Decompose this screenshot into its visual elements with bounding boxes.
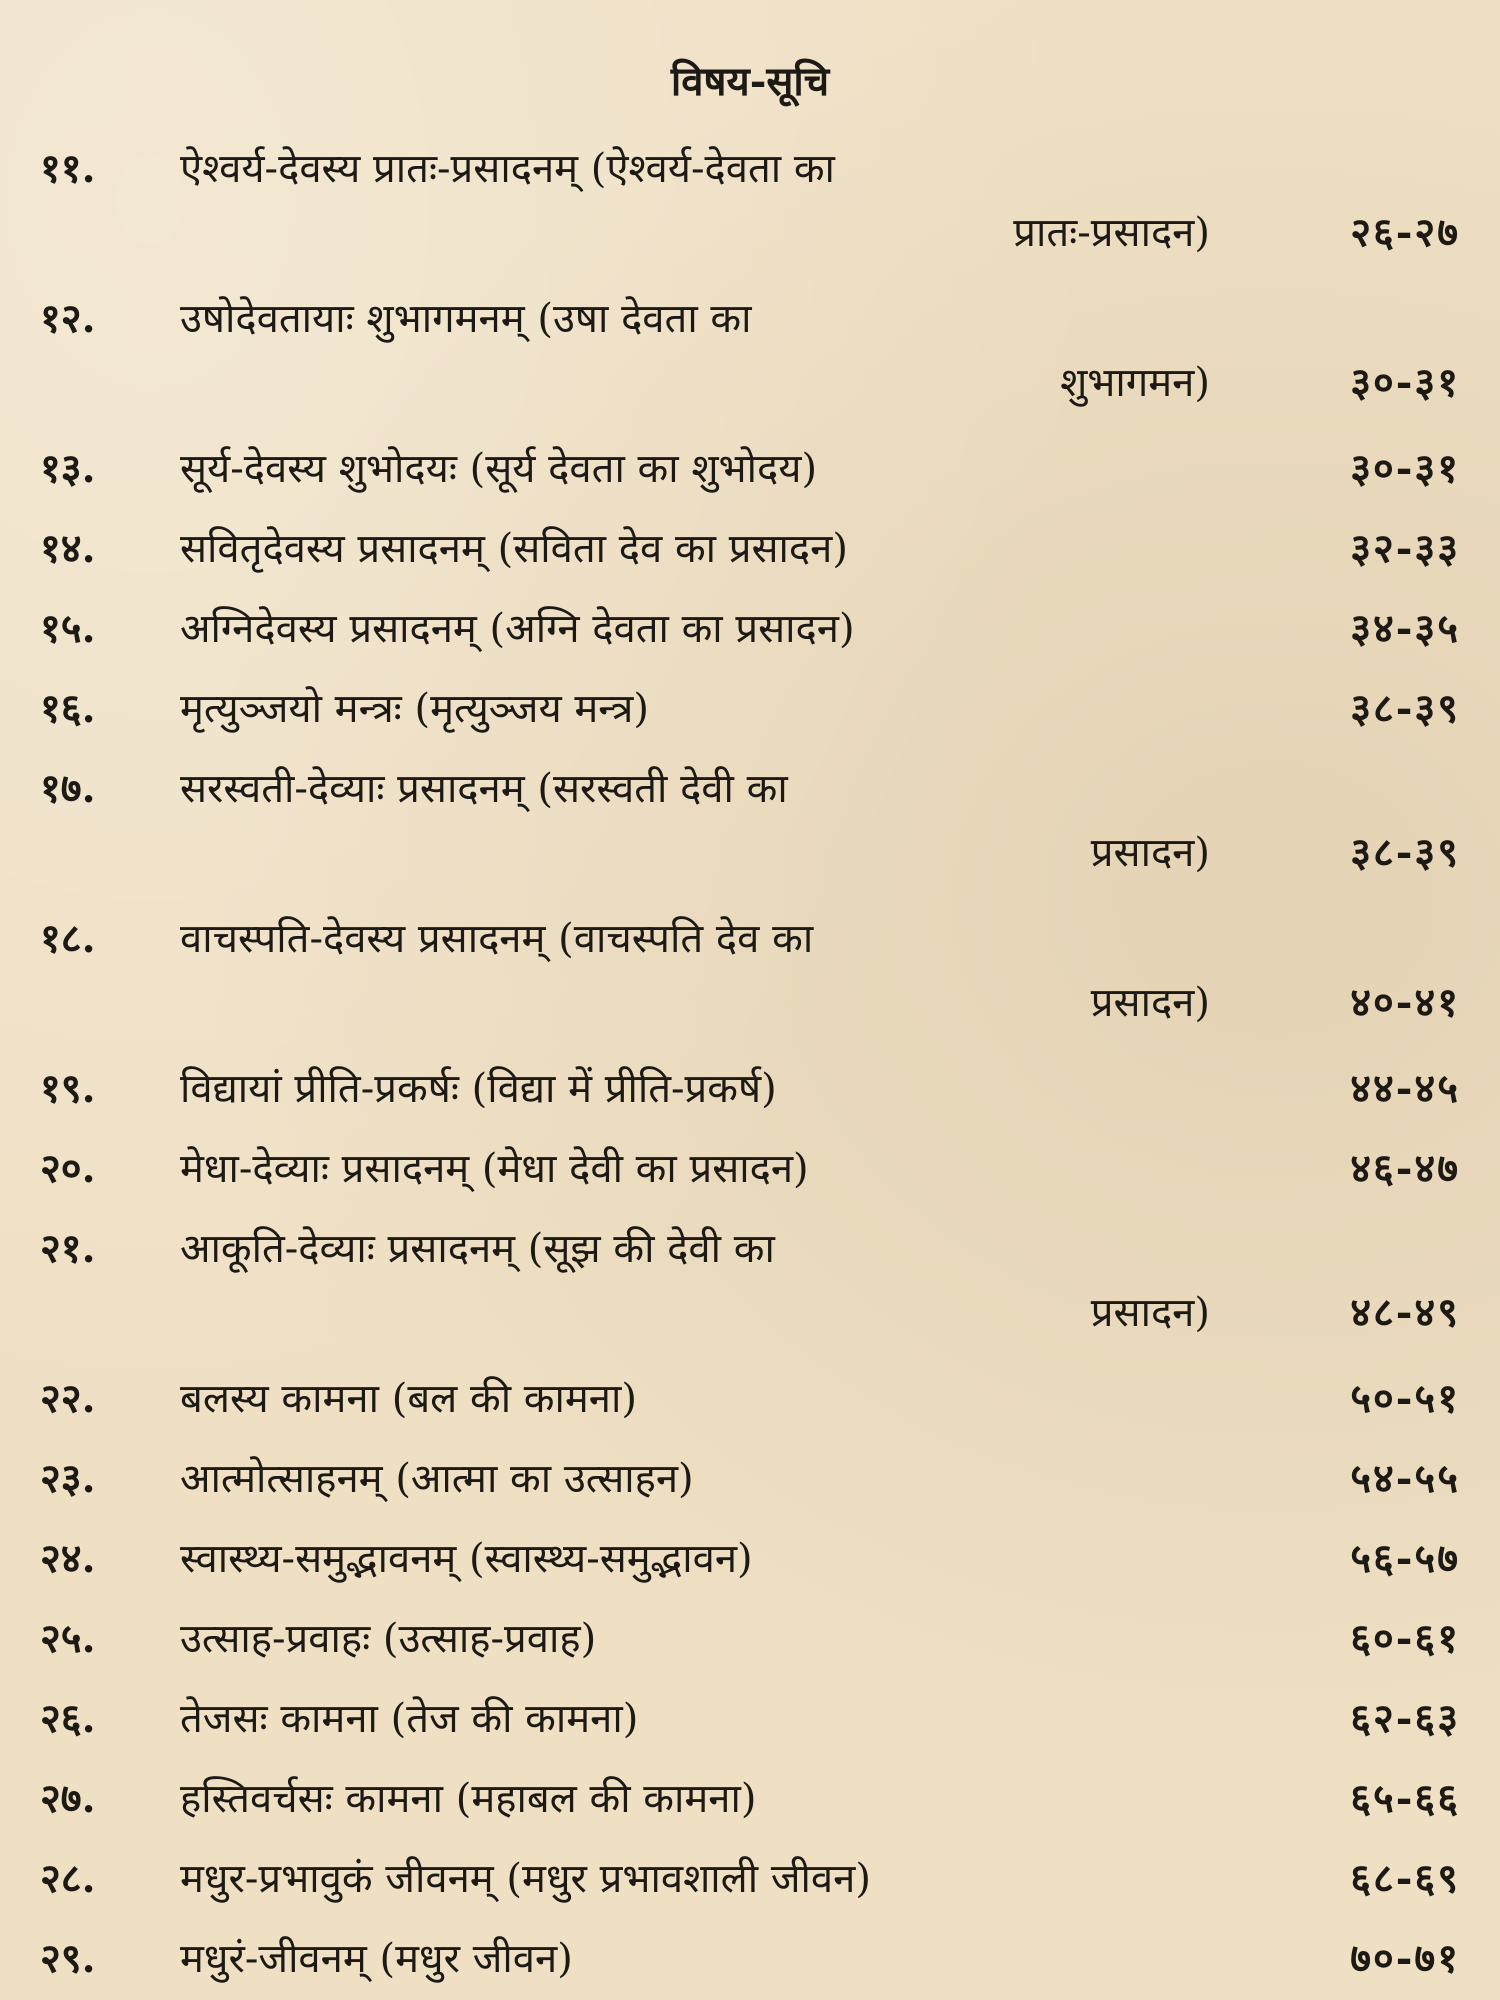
toc-entry [40,1767,1460,1831]
entry-number: १५. [40,605,96,652]
toc-entry [40,287,1460,415]
entry-page-range: ३८-३९ [1350,829,1460,876]
toc-entry [40,437,1460,501]
entry-number: १८. [40,915,96,962]
entry-title-continued: प्रसादन) [1090,830,1210,876]
toc-entry [40,1057,1460,1121]
toc-entry [40,1367,1460,1431]
entry-title-continued: प्रसादन) [1090,1290,1210,1336]
entry-number: २५. [40,1615,96,1662]
toc-entry [40,597,1460,661]
toc-entry [40,1527,1460,1591]
entry-page-range: ४०-४१ [1350,979,1460,1026]
entry-number: २८. [40,1855,96,1902]
entry-number: १९. [40,1065,96,1112]
entry-title: वाचस्पति-देवस्य प्रसादनम् (वाचस्पति देव का [180,916,814,962]
entry-page-range: ६०-६१ [1350,1615,1460,1662]
entry-title: सूर्य-देवस्य शुभोदयः (सूर्य देवता का शुभोदय) [180,446,818,492]
toc-entry [40,137,1460,265]
entry-title-continued: शुभागमन) [1060,360,1210,406]
entry-title: हस्तिवर्चसः कामना (महाबल की कामना) [180,1776,757,1822]
entry-page-range: ५०-५१ [1350,1375,1460,1422]
entry-title: बलस्य कामना (बल की कामना) [180,1376,637,1422]
entry-page-range: ६५-६६ [1350,1775,1460,1822]
toc-entry [40,1447,1460,1511]
entry-title: मेधा-देव्याः प्रसादनम् (मेधा देवी का प्रसादन) [180,1146,809,1192]
entry-number: १४. [40,525,96,572]
entry-title: आकूति-देव्याः प्रसादनम् (सूझ की देवी का [180,1226,775,1272]
entry-page-range: ७०-७१ [1350,1935,1460,1982]
entry-number: २१. [40,1225,96,1272]
entry-title: मधुर-प्रभावुकं जीवनम् (मधुर प्रभावशाली जीवन) [180,1856,871,1902]
toc-entry [40,1217,1460,1345]
entry-page-range: ३०-३१ [1350,445,1460,492]
entry-page-range: ४८-४९ [1350,1289,1460,1336]
table-of-contents [40,137,1460,1991]
entry-number: ११. [40,145,96,192]
toc-entry [40,1927,1460,1991]
entry-number: २२. [40,1375,96,1422]
entry-page-range: ४४-४५ [1350,1065,1460,1112]
entry-title: उषोदेवतायाः शुभागमनम् (उषा देवता का [180,296,752,342]
entry-page-range: ५४-५५ [1350,1455,1460,1502]
entry-title: अग्निदेवस्य प्रसादनम् (अग्नि देवता का प्रसादन) [180,606,855,652]
entry-number: १६. [40,685,96,732]
entry-title: आत्मोत्साहनम् (आत्मा का उत्साहन) [180,1456,694,1502]
page-title: विषय-सूचि [670,58,830,105]
toc-entry [40,677,1460,741]
toc-entry [40,1607,1460,1671]
entry-number: २६. [40,1695,96,1742]
entry-title-continued: प्रातः-प्रसादन) [1013,210,1210,256]
toc-entry [40,907,1460,1035]
entry-number: २७. [40,1775,96,1822]
entry-title: स्वास्थ्य-समुद्भावनम् (स्वास्थ्य-समुद्भावन) [180,1536,753,1582]
entry-page-range: ६८-६९ [1350,1855,1460,1902]
entry-page-range: ३४-३५ [1350,605,1460,652]
toc-entry [40,1847,1460,1911]
entry-title: सरस्वती-देव्याः प्रसादनम् (सरस्वती देवी का [180,766,788,812]
entry-title: तेजसः कामना (तेज की कामना) [180,1696,639,1742]
entry-number: २३. [40,1455,96,1502]
entry-title: ऐश्वर्य-देवस्य प्रातः-प्रसादनम् (ऐश्वर्य-देवता का [180,146,835,192]
entry-title-continued: प्रसादन) [1090,980,1210,1026]
entry-title: मृत्युञ्जयो मन्त्रः (मृत्युञ्जय मन्त्र) [180,686,649,732]
entry-page-range: ३८-३९ [1350,685,1460,732]
entry-page-range: ४६-४७ [1350,1145,1460,1192]
entry-title: मधुरं-जीवनम् (मधुर जीवन) [180,1936,573,1982]
entry-page-range: ६२-६३ [1350,1695,1460,1742]
toc-entry [40,757,1460,885]
entry-number: २४. [40,1535,96,1582]
entry-number: १३. [40,445,96,492]
entry-page-range: २६-२७ [1350,209,1460,256]
entry-number: २०. [40,1145,96,1192]
entry-title: सवितृदेवस्य प्रसादनम् (सविता देव का प्रसादन) [180,526,848,572]
entry-number: १२. [40,295,96,342]
toc-entry [40,1137,1460,1201]
entry-number: १७. [40,765,96,812]
toc-entry [40,517,1460,581]
entry-title: विद्यायां प्रीति-प्रकर्षः (विद्या में प्रीति-प्रकर्ष) [180,1066,777,1112]
entry-title: उत्साह-प्रवाहः (उत्साह-प्रवाह) [180,1616,597,1662]
entry-page-range: ३२-३३ [1350,525,1460,572]
toc-entry [40,1687,1460,1751]
entry-page-range: ३०-३१ [1350,359,1460,406]
entry-page-range: ५६-५७ [1350,1535,1460,1582]
entry-number: २९. [40,1935,96,1982]
